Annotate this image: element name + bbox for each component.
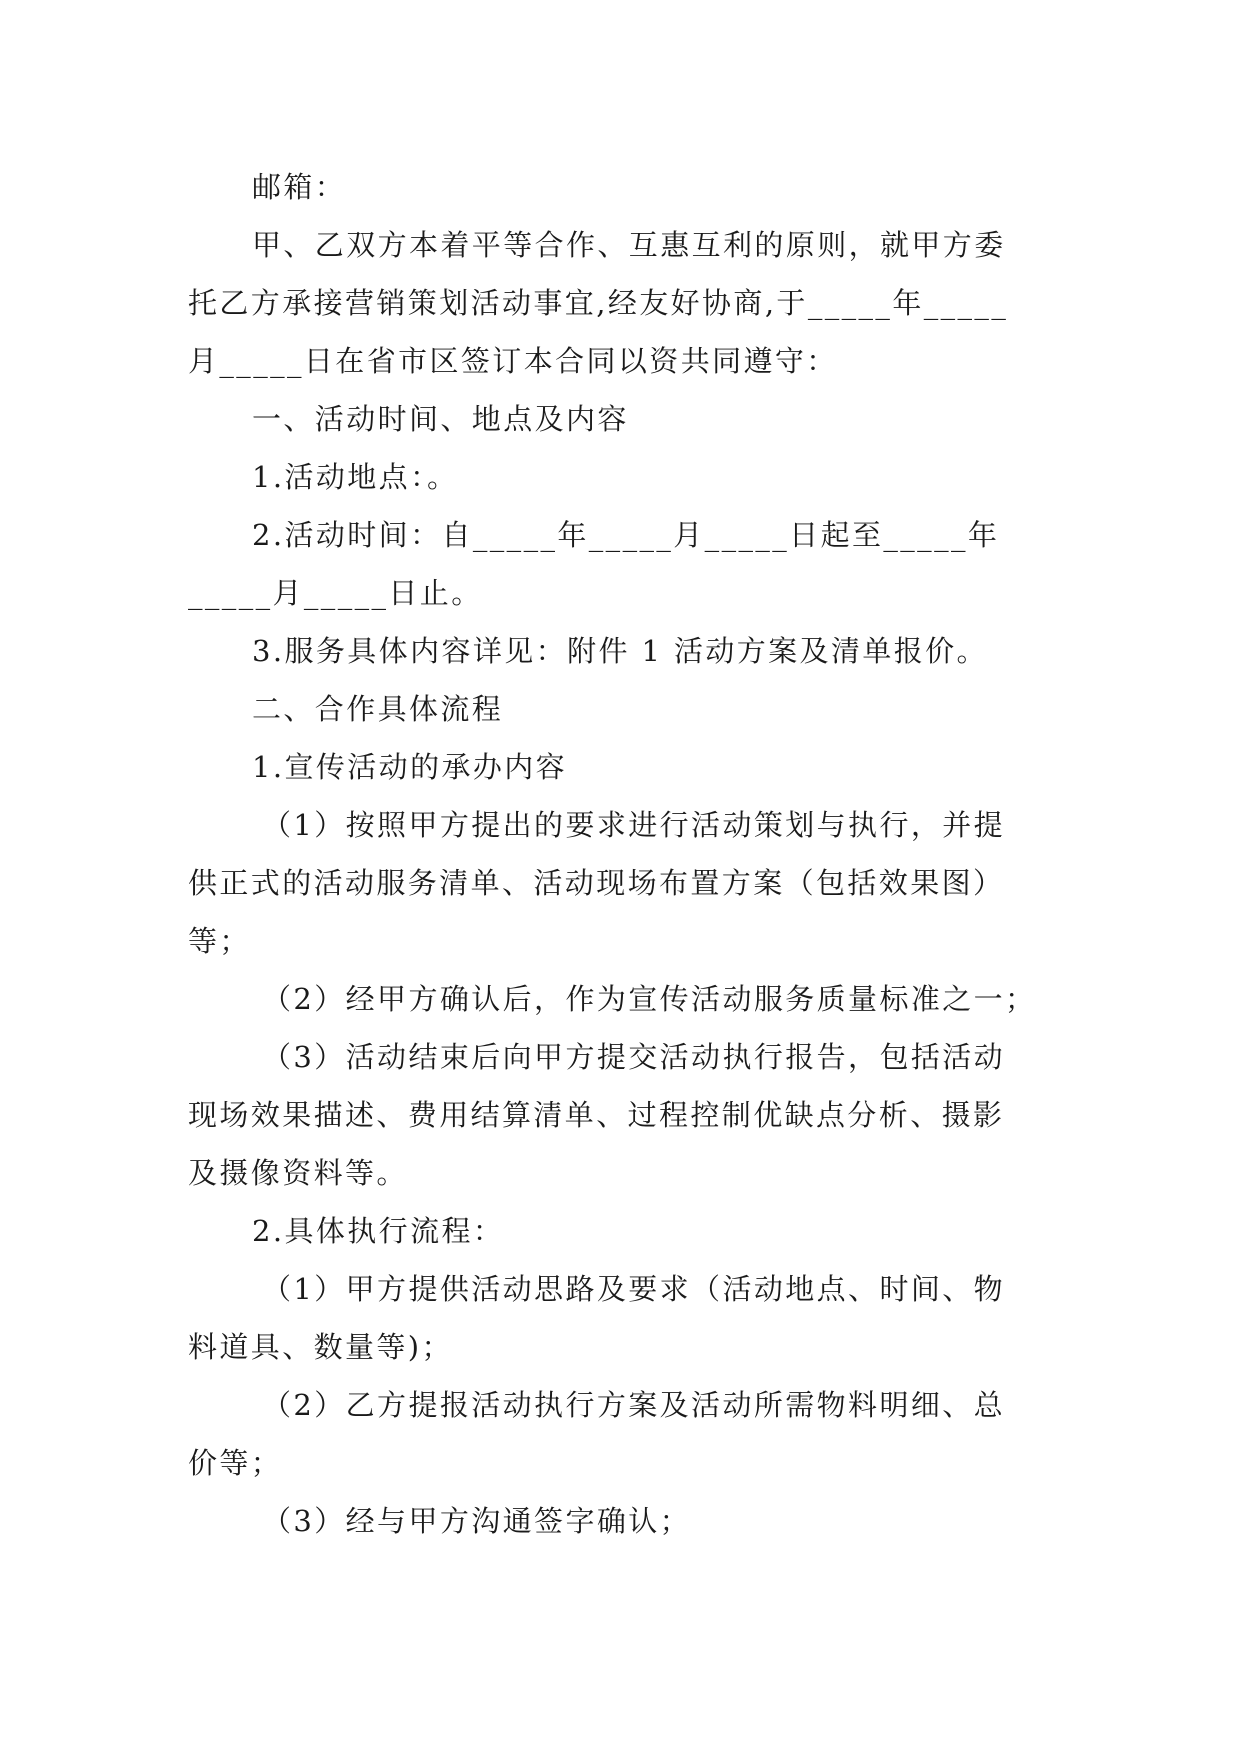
item-2-2-a-line-1: （1）甲方提供活动思路及要求（活动地点、时间、物	[262, 1272, 1006, 1306]
item-2-2: 2.具体执行流程：	[252, 1214, 505, 1248]
section-2-title: 二、合作具体流程	[252, 692, 504, 726]
intro-line-3: 月_____日在省市区签订本合同以资共同遵守：	[188, 344, 838, 378]
item-2-1-a-line-1: （1）按照甲方提出的要求进行活动策划与执行，并提	[262, 808, 1006, 842]
intro-line-1: 甲、乙双方本着平等合作、互惠互利的原则，就甲方委	[252, 228, 1006, 262]
item-1-2-line-2: _____月_____日止。	[188, 576, 483, 610]
section-1-title: 一、活动时间、地点及内容	[252, 402, 629, 436]
intro-line-2: 托乙方承接营销策划活动事宜,经友好协商,于_____年_____	[188, 286, 1009, 320]
document-body	[188, 158, 1048, 1550]
item-2-2-b-line-1: （2）乙方提报活动执行方案及活动所需物料明细、总	[262, 1388, 1006, 1422]
item-2-1-b: （2）经甲方确认后，作为宣传活动服务质量标准之一；	[262, 982, 1037, 1016]
item-2-2-a-line-2: 料道具、数量等)；	[188, 1330, 453, 1364]
item-2-1-c-line-1: （3）活动结束后向甲方提交活动执行报告，包括活动	[262, 1040, 1006, 1074]
item-2-1-c-line-3: 及摄像资料等。	[188, 1156, 408, 1190]
item-2-2-c: （3）经与甲方沟通签字确认；	[262, 1504, 692, 1538]
item-1-1: 1.活动地点：。	[252, 460, 459, 494]
item-2-1: 1.宣传活动的承办内容	[252, 750, 568, 784]
item-2-1-a-line-3: 等；	[188, 924, 251, 958]
item-2-1-a-line-2: 供正式的活动服务清单、活动现场布置方案（包括效果图）	[188, 866, 1005, 900]
item-2-1-c-line-2: 现场效果描述、费用结算清单、过程控制优缺点分析、摄影	[188, 1098, 1005, 1132]
item-2-2-b-line-2: 价等；	[188, 1446, 283, 1480]
email-label: 邮箱：	[252, 170, 347, 204]
item-1-2-line-1: 2.活动时间：自_____年_____月_____日起至_____年	[252, 518, 1000, 552]
item-1-3: 3.服务具体内容详见：附件 1 活动方案及清单报价。	[252, 634, 988, 668]
